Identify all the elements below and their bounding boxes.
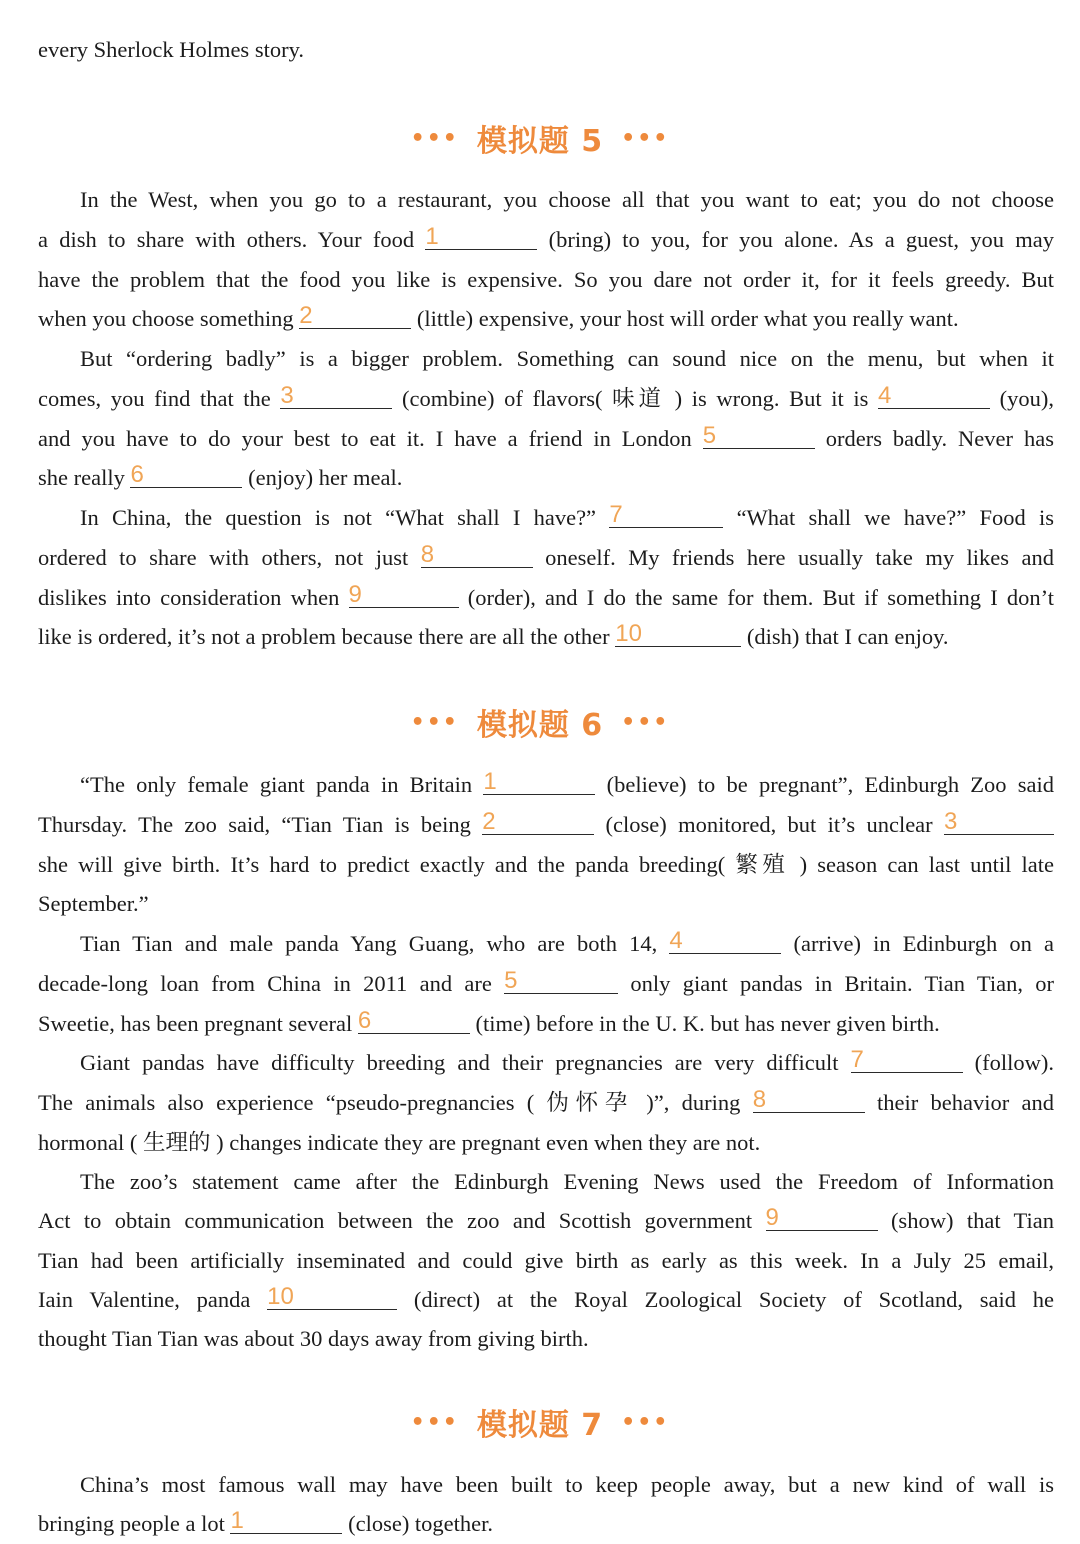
answer-blank[interactable]: [609, 502, 723, 528]
passage-line: [38, 260, 1054, 300]
answer-blank[interactable]: [504, 968, 618, 994]
blank-number: 4: [669, 927, 683, 954]
passage-line: [38, 498, 1054, 538]
text-segment: “The only female giant panda in Britain: [80, 772, 484, 797]
intro-line: every Sherlock Holmes story.: [38, 37, 304, 62]
passage-line: [38, 1241, 1054, 1281]
dots-right: •••: [621, 125, 670, 151]
passage-line: [38, 1043, 1054, 1083]
dots-right: •••: [621, 709, 670, 735]
passage-line: [38, 299, 1054, 339]
blank-number: 6: [130, 461, 144, 488]
answer-blank[interactable]: [483, 769, 595, 795]
text-segment: she really: [38, 465, 131, 490]
text-segment: (bring) to you, for you alone. As a guest, you may: [537, 227, 1054, 252]
section-heading: [0, 116, 1080, 160]
text-segment: hormonal ( 生理的 ) changes indicate they are pregnant even when they are not.: [38, 1130, 761, 1155]
passage-line: [38, 578, 1054, 618]
answer-blank[interactable]: [851, 1047, 963, 1073]
text-segment: only giant pandas in Britain. Tian Tian, or: [618, 971, 1054, 996]
answer-blank[interactable]: [766, 1205, 878, 1231]
text-segment: ordered to share with others, not just: [38, 545, 421, 570]
section-heading: [0, 1400, 1080, 1444]
passage-line: [38, 1280, 1054, 1320]
text-segment: China’s most famous wall may have been built to keep people away, but a new kind of wall is: [80, 1472, 1054, 1497]
passage-line: [38, 964, 1054, 1004]
text-segment: Act to obtain communication between the zoo and Scottish government: [38, 1208, 766, 1233]
answer-blank[interactable]: [230, 1508, 342, 1534]
answer-blank[interactable]: [482, 809, 594, 835]
answer-blank[interactable]: [130, 462, 242, 488]
blank-number: 8: [420, 541, 435, 568]
passage-line: [38, 1162, 1054, 1202]
passage-line: [38, 180, 1054, 220]
blank-number: 5: [504, 967, 518, 994]
passage-line: [38, 1201, 1054, 1241]
section-heading: [0, 700, 1080, 744]
text-segment: But “ordering badly” is a bigger problem. Something can sound nice on the menu, but when it: [80, 346, 1054, 371]
text-segment: (you),: [990, 386, 1054, 411]
text-segment: comes, you find that the: [38, 386, 281, 411]
text-segment: (believe) to be pregnant”, Edinburgh Zoo said: [595, 772, 1054, 797]
passage-line: [38, 845, 1054, 885]
blank-number: 4: [878, 382, 892, 409]
text-segment: The animals also experience “pseudo-pregnancies ( 伪怀孕 )”, during: [38, 1090, 753, 1115]
answer-blank[interactable]: [299, 303, 411, 329]
passage-line: [38, 1123, 1054, 1163]
text-segment: In China, the question is not “What shall I have?”: [80, 505, 610, 530]
text-segment: (little) expensive, your host will order what you really want.: [411, 306, 959, 331]
passage-line: [38, 765, 1054, 805]
passage-line: [38, 924, 1054, 964]
text-segment: a dish to share with others. Your food: [38, 227, 426, 252]
text-segment: have the problem that the food you like is expensive. So you dare not order it, for it feels greedy. But: [38, 267, 1054, 292]
passage-line: [38, 1504, 1054, 1544]
text-segment: Sweetie, has been pregnant several: [38, 1011, 358, 1036]
text-segment: (show) that Tian: [877, 1208, 1054, 1233]
heading-text: 模拟题 7: [476, 1408, 604, 1443]
blank-number: 7: [609, 501, 623, 528]
blank-number: 3: [280, 382, 294, 409]
text-segment: “What shall we have?” Food is: [723, 505, 1055, 530]
answer-blank[interactable]: [669, 928, 781, 954]
text-segment: (arrive) in Edinburgh on a: [781, 931, 1055, 956]
blank-number: 9: [765, 1204, 779, 1231]
answer-blank[interactable]: [358, 1008, 470, 1034]
text-segment: (order), and I do the same for them. But if something I don’t: [458, 585, 1054, 610]
text-segment: (time) before in the U. K. but has never given birth.: [469, 1011, 940, 1036]
text-segment: Tian had been artificially inseminated and could give birth as early as this week. In a July 25 email,: [38, 1248, 1054, 1273]
passage-line: [38, 1465, 1054, 1505]
blank-number: 1: [230, 1507, 244, 1534]
text-segment: Thursday. The zoo said, “Tian Tian is being: [38, 812, 483, 837]
blank-number: 2: [299, 302, 313, 329]
blank-number: 8: [752, 1086, 767, 1113]
passage-line: [38, 220, 1054, 260]
blank-number: 7: [850, 1046, 864, 1073]
answer-blank[interactable]: [944, 809, 1054, 835]
answer-blank[interactable]: [878, 383, 990, 409]
answer-blank[interactable]: [703, 423, 815, 449]
blank-number: 1: [483, 768, 497, 795]
dots-left: •••: [410, 125, 459, 151]
text-segment: bringing people a lot: [38, 1511, 231, 1536]
text-segment: The zoo’s statement came after the Edinburgh Evening News used the Freedom of Information: [80, 1169, 1054, 1194]
blank-number: 3: [944, 808, 958, 835]
heading-text: 模拟题 6: [476, 708, 604, 743]
text-segment: (enjoy) her meal.: [242, 465, 403, 490]
text-segment: Iain Valentine, panda: [38, 1287, 268, 1312]
passage-line: [38, 805, 1054, 845]
dots-left: •••: [410, 1409, 459, 1435]
heading-text: 模拟题 5: [476, 124, 604, 159]
passage-line: [38, 1083, 1054, 1123]
dots-left: •••: [410, 709, 459, 735]
answer-blank[interactable]: [753, 1087, 865, 1113]
answer-blank[interactable]: [615, 621, 741, 647]
passage-line: [38, 538, 1054, 578]
text-segment: orders badly. Never has: [814, 426, 1054, 451]
text-segment: (close) monitored, but it’s unclear: [594, 812, 944, 837]
blank-number: 10: [267, 1283, 294, 1310]
text-segment: (dish) that I can enjoy.: [741, 624, 949, 649]
text-segment: their behavior and: [864, 1090, 1054, 1115]
text-segment: (combine) of flavors( 味道 ) is wrong. But it is: [392, 386, 879, 411]
blank-number: 6: [357, 1007, 372, 1034]
text-segment: Tian Tian and male panda Yang Guang, who are both 14,: [80, 931, 670, 956]
text-segment: In the West, when you go to a restaurant, you choose all that you want to eat; you do not choose: [80, 187, 1054, 212]
text-segment: Giant pandas have difficulty breeding and their pregnancies are very difficult: [80, 1050, 851, 1075]
blank-number: 1: [425, 223, 439, 250]
passage-line: [38, 884, 1054, 924]
text-segment: she will give birth. It’s hard to predict exactly and the panda breeding( 繁殖 ) season can last until late: [38, 852, 1054, 877]
answer-blank[interactable]: [280, 383, 392, 409]
passage-line: [38, 1319, 1054, 1359]
text-segment: (direct) at the Royal Zoological Society of Scotland, said he: [397, 1287, 1054, 1312]
text-segment: like is ordered, it’s not a problem because there are all the other: [38, 624, 616, 649]
text-segment: (close) together.: [342, 1511, 494, 1536]
answer-blank[interactable]: [349, 582, 459, 608]
answer-blank[interactable]: [421, 542, 533, 568]
text-segment: September.”: [38, 891, 149, 916]
passage-line: [38, 419, 1054, 459]
dots-right: •••: [621, 1409, 670, 1435]
blank-number: 5: [702, 422, 717, 449]
answer-blank[interactable]: [267, 1284, 397, 1310]
passage-line: [38, 379, 1054, 419]
text-segment: (follow).: [962, 1050, 1054, 1075]
blank-number: 10: [615, 620, 642, 647]
passage-line: [38, 458, 1054, 498]
text-segment: when you choose something: [38, 306, 300, 331]
blank-number: 9: [348, 581, 362, 608]
text-segment: thought Tian Tian was about 30 days away from giving birth.: [38, 1326, 589, 1351]
passage-line: [38, 617, 1054, 657]
text-segment: and you have to do your best to eat it. I have a friend in London: [38, 426, 703, 451]
text-segment: dislikes into consideration when: [38, 585, 349, 610]
passage-line: [38, 1004, 1054, 1044]
text-segment: decade-long loan from China in 2011 and are: [38, 971, 505, 996]
text-segment: oneself. My friends here usually take my likes and: [532, 545, 1054, 570]
blank-number: 2: [482, 808, 496, 835]
answer-blank[interactable]: [425, 224, 537, 250]
passage-line: [38, 339, 1054, 379]
